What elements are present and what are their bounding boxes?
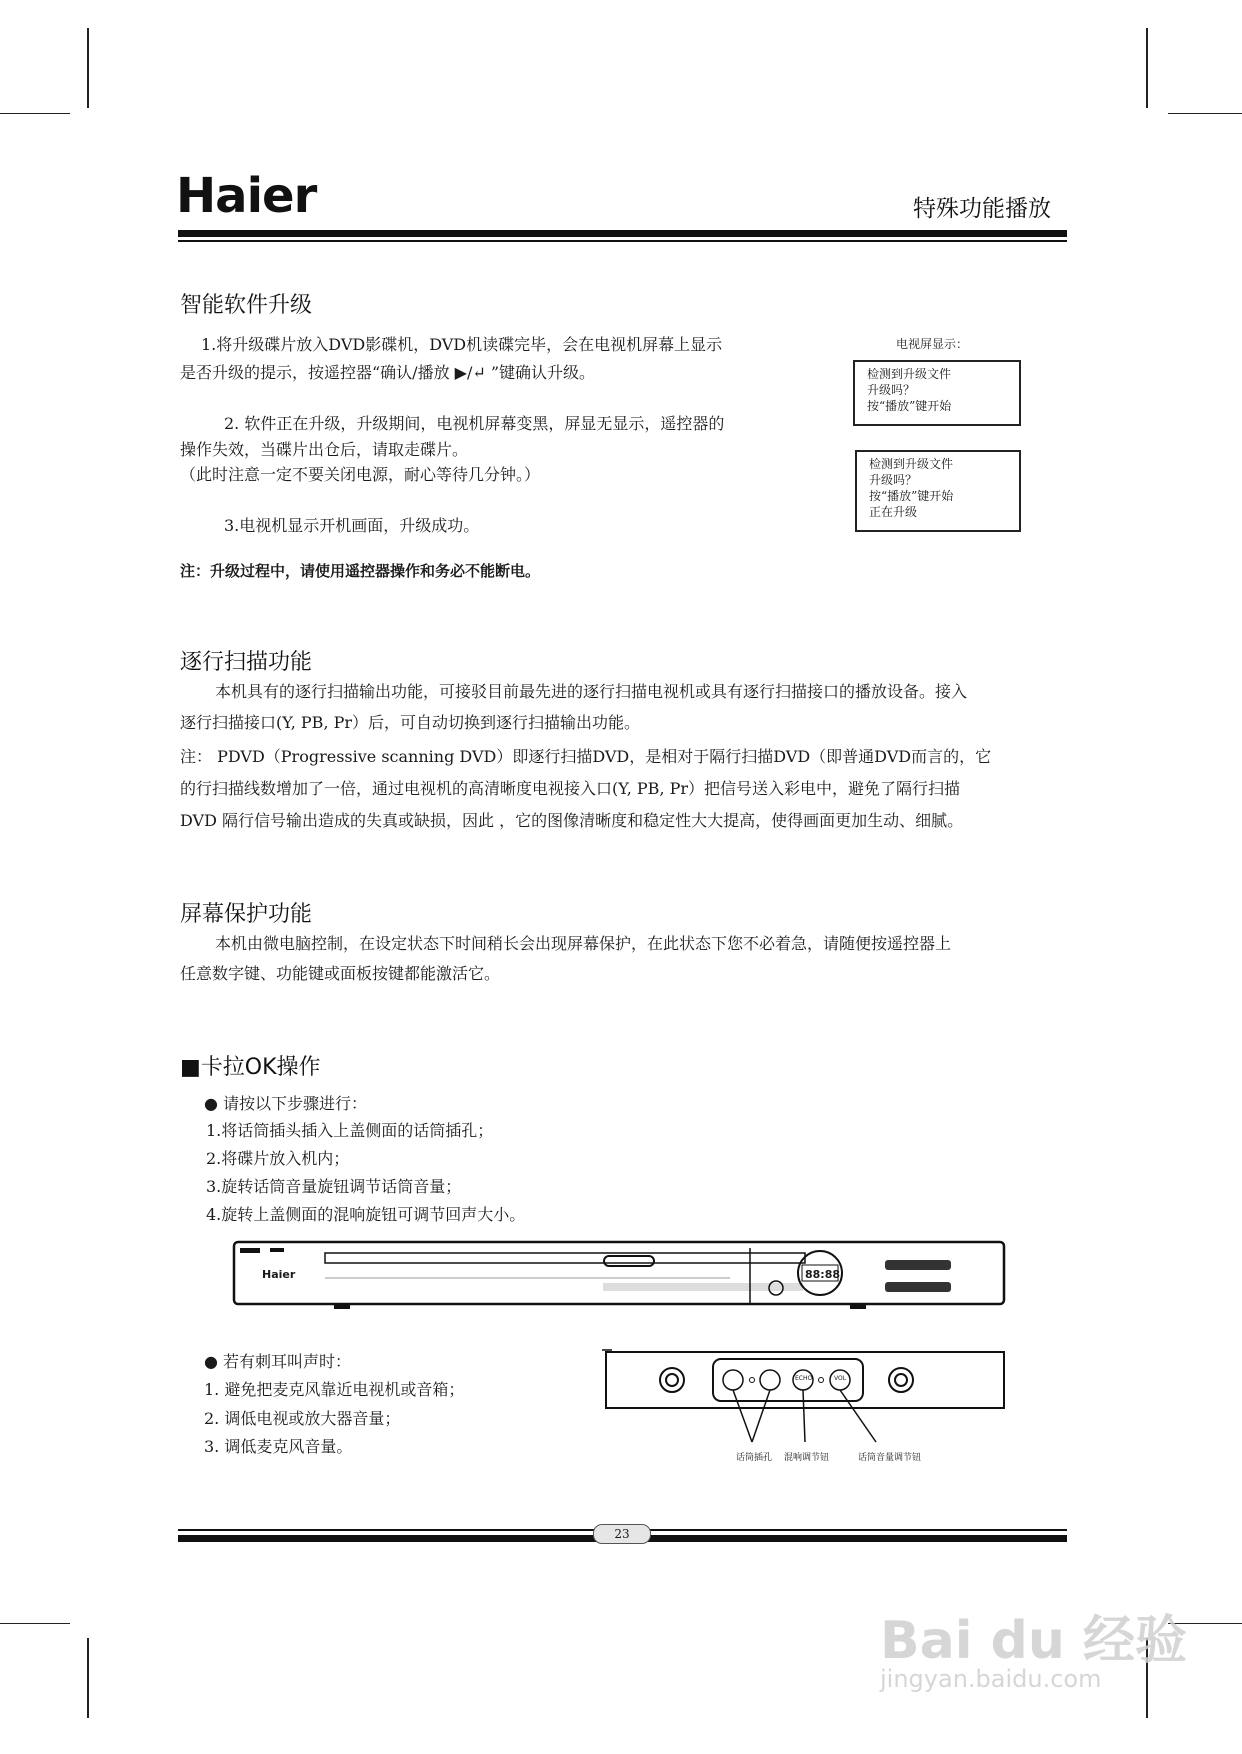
watermark-brand: Bai du 经验 (880, 1611, 1187, 1671)
karaoke-step: 1.将话筒插头插入上盖侧面的话筒插孔； (206, 1121, 494, 1140)
progressive-line2: 逐行扫描接口(Y, PB, Pr）后，可自动切换到逐行扫描输出功能。 (180, 713, 641, 732)
device-display: 88:88 (805, 1268, 841, 1281)
section-title-karaoke: ■卡拉OK操作 (180, 1055, 321, 1080)
device-logo: Haier (262, 1268, 296, 1281)
feedback-step: 1. 避免把麦克风靠近电视机或音箱； (204, 1380, 465, 1399)
tv-line: 检测到升级文件 (869, 457, 954, 471)
section-title-progressive: 逐行扫描功能 (180, 650, 313, 675)
upgrade-p2-line3: （此时注意一定不要关闭电源，耐心等待几分钟。） (180, 465, 541, 484)
dvd-side-panel (600, 1346, 1010, 1456)
crop-mark (1146, 28, 1148, 108)
upgrade-p1-line2: 是否升级的提示，按遥控器“确认/播放 ▶/↵ ”键确认升级。 (180, 363, 596, 382)
tv-line: 按“播放”键开始 (869, 489, 954, 503)
crop-mark (0, 1623, 70, 1624)
tv-line: 按“播放”键开始 (867, 399, 952, 413)
tv-line: 检测到升级文件 (867, 367, 952, 381)
header-rule-thin (178, 240, 1067, 242)
progressive-line1: 本机具有的逐行扫描输出功能，可接驳目前最先进的逐行扫描电视机或具有逐行扫描接口的播放设备。接入 (215, 682, 968, 701)
karaoke-step: 2.将碟片放入机内； (206, 1149, 350, 1168)
label-echo-knob: 混响调节钮 (784, 1453, 830, 1463)
tv-display-label: 电视屏显示： (896, 337, 969, 351)
tv-line: 升级吗？ (867, 383, 916, 397)
feedback-step: 2. 调低电视或放大器音量； (204, 1409, 401, 1428)
label-mic-jack: 话筒插孔 (736, 1453, 773, 1463)
upgrade-p3: 3.电视机显示开机画面，升级成功。 (224, 516, 480, 535)
progressive-line5: DVD 隔行信号输出造成的失真或缺损，因此 ，它的图像清晰度和稳定性大大提高，使得画面更加生动、细腻。 (180, 811, 964, 830)
progressive-line3: 注： PDVD（Progressive scanning DVD）即逐行扫描DVD，是相对于隔行扫描DVD（即普通DVD而言的，它 (180, 747, 992, 766)
vol-knob-label: VOL (834, 1375, 847, 1382)
crop-mark (1168, 113, 1242, 114)
feedback-intro: ● 若有刺耳叫声时： (204, 1352, 352, 1371)
label-vol-knob: 话筒音量调节钮 (858, 1453, 922, 1463)
progressive-line4: 的行扫描线数增加了一倍，通过电视机的高清晰度电视接入口(Y, PB, Pr）把信号送入彩电中，避免了隔行扫描 (180, 779, 961, 798)
karaoke-step: 4.旋转上盖侧面的混响旋钮可调节回声大小。 (206, 1205, 526, 1224)
dvd-front-panel (230, 1238, 1010, 1314)
brand-logo: Haier (176, 168, 317, 224)
tv-line: 升级吗？ (869, 473, 918, 487)
echo-knob-label: ECHO (795, 1375, 813, 1382)
watermark-url: jingyan.baidu.com (880, 1665, 1102, 1693)
section-title-screensaver: 屏幕保护功能 (180, 902, 313, 927)
upgrade-p2-line2: 操作失效，当碟片出仓后，请取走碟片。 (180, 440, 469, 459)
crop-mark (87, 1638, 89, 1718)
screensaver-line1: 本机由微电脑控制，在设定状态下时间稍长会出现屏幕保护，在此状态下您不必着急，请随便按遥控器上 (215, 934, 952, 953)
feedback-step: 3. 调低麦克风音量。 (204, 1437, 353, 1456)
crop-mark (0, 113, 70, 114)
page-number: 23 (593, 1524, 651, 1544)
tv-screen-upgrading (855, 450, 1021, 532)
screensaver-line2: 任意数字键、功能键或面板按键都能激活它。 (180, 964, 501, 983)
upgrade-p2-line1: 2. 软件正在升级，升级期间，电视机屏幕变黑，屏显无显示，遥控器的 (224, 414, 725, 433)
upgrade-note: 注：升级过程中，请使用遥控器操作和务必不能断电。 (180, 562, 541, 580)
page-section-title: 特殊功能播放 (913, 196, 1051, 222)
tv-screen-prompt (853, 360, 1021, 426)
header-rule (178, 230, 1067, 237)
karaoke-step: 3.旋转话筒音量旋钮调节话筒音量； (206, 1177, 462, 1196)
crop-mark (87, 28, 89, 108)
upgrade-p1-line1: 1.将升级碟片放入DVD影碟机，DVD机读碟完毕，会在电视机屏幕上显示 (201, 335, 723, 354)
tv-line: 正在升级 (869, 505, 918, 519)
section-title-upgrade: 智能软件升级 (180, 293, 313, 318)
karaoke-intro: ● 请按以下步骤进行： (204, 1094, 368, 1113)
